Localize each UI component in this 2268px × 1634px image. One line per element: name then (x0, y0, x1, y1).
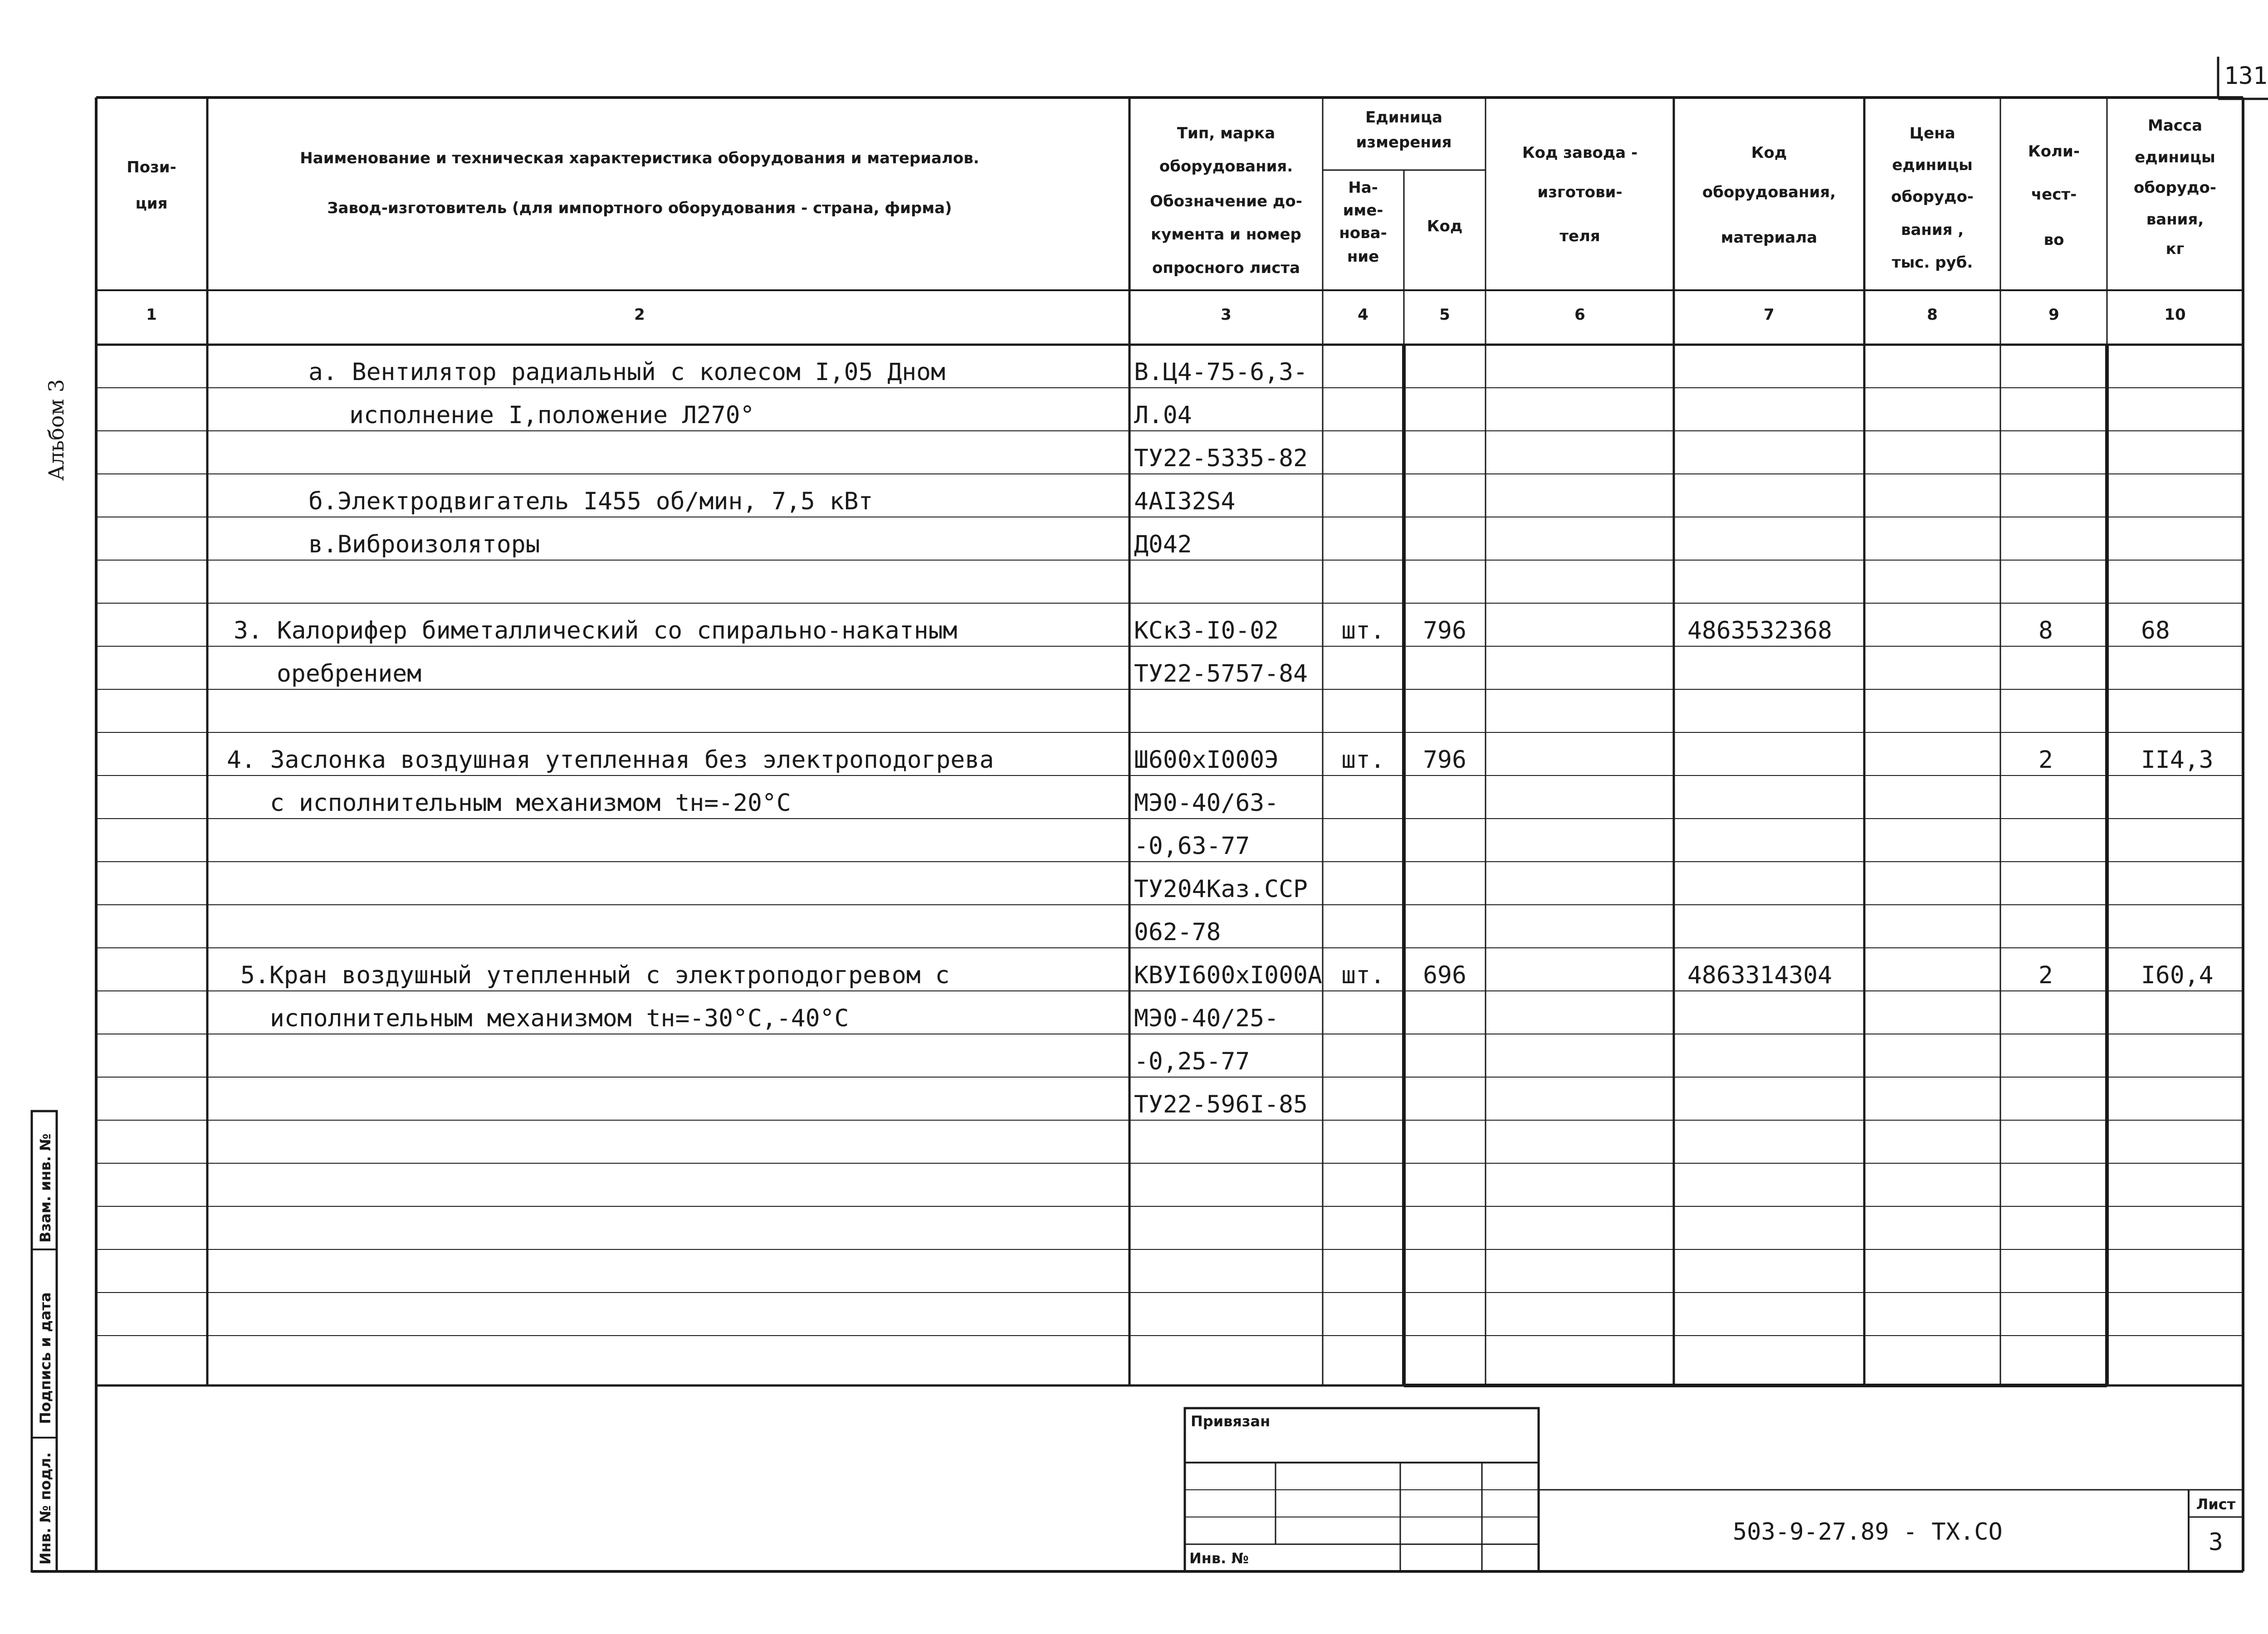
cell-type: МЭ0-40/63- (1134, 789, 1279, 817)
header-mass-3: оборудо- (2134, 179, 2216, 197)
header-price-5: тыс. руб. (1892, 254, 1973, 272)
header-unit-name-4: ние (1347, 248, 1379, 266)
header-type-1: Тип, марка (1177, 124, 1276, 142)
cell-type: Д042 (1134, 531, 1192, 558)
header-unit-group-1: Единица (1365, 108, 1442, 127)
table-row (227, 746, 2214, 774)
cell-name: б.Электродвигатель I455 об/мин, 7,5 кВт (308, 488, 873, 515)
cell-code: 796 (1423, 617, 1466, 644)
header-position-2: ция (135, 195, 168, 213)
header-type-4: кумента и номер (1151, 225, 1301, 244)
table-row (1134, 832, 1250, 860)
cell-qty: 8 (2038, 617, 2053, 644)
table-row (1134, 1048, 1250, 1075)
column-number: 1 (146, 306, 157, 324)
cell-code: 696 (1423, 961, 1466, 989)
cell-type: ТУ204Каз.ССР (1134, 875, 1308, 903)
stamp-inventory-label: Инв. № (1189, 1550, 1249, 1567)
cell-name: исполнение I,положение Л270° (349, 401, 755, 429)
header-factory-code-3: теля (1559, 227, 1600, 245)
column-number: 9 (2048, 306, 2059, 324)
table-row (1134, 875, 1308, 903)
header-equipment-code-1: Код (1751, 144, 1787, 162)
title-block (1185, 1408, 2243, 1571)
side-replaced-inventory: Взам. инв. № (37, 1133, 54, 1243)
cell-type: -0,25-77 (1134, 1048, 1250, 1075)
cell-equip-code: 4863532368 (1687, 617, 1833, 644)
header-price-2: единицы (1892, 156, 1973, 174)
column-numbers (146, 306, 2186, 324)
table-row (1134, 444, 1308, 472)
cell-name: 4. Заслонка воздушная утепленная без электроподогрева (227, 746, 994, 774)
table-row (270, 1005, 1279, 1032)
header-unit-code: Код (1427, 217, 1463, 235)
document-code: 503-9-27.89 - ТХ.СО (1733, 1518, 2003, 1546)
cell-code: 796 (1423, 746, 1466, 774)
cell-name: а. Вентилятор радиальный с колесом I,05 Дном (308, 358, 945, 386)
sheet-value: 3 (2209, 1528, 2223, 1556)
table-row (308, 531, 1192, 558)
header-price-1: Цена (1909, 124, 1955, 142)
header-type-3: Обозначение до- (1150, 192, 1302, 210)
cell-type: ТУ22-5757-84 (1134, 660, 1308, 688)
cell-name: 5.Кран воздушный утепленный с электроподогревом с (240, 961, 950, 989)
header-type-2: оборудования. (1159, 157, 1293, 176)
header-mass-2: единицы (2135, 148, 2215, 166)
header-unit-group-2: измерения (1356, 133, 1452, 151)
header-mass-4: вания, (2146, 210, 2204, 229)
stamp-linked-label: Привязан (1191, 1413, 1271, 1430)
header-name-2: Завод-изготовитель (для импортного оборудования - страна, фирма) (327, 199, 952, 217)
cell-type: КВУI600хI000А (1134, 961, 1322, 989)
header-quantity-3: во (2043, 231, 2064, 249)
table-row (349, 401, 1192, 429)
header-equipment-code-3: материала (1721, 229, 1818, 247)
cell-type: -0,63-77 (1134, 832, 1250, 860)
side-signature-date: Подпись и дата (37, 1292, 54, 1424)
header-price-4: вания , (1901, 221, 1964, 239)
header-factory-code-2: изготови- (1537, 183, 1623, 201)
cell-unit: шт. (1341, 961, 1385, 989)
cell-type: КСк3-I0-02 (1134, 617, 1279, 644)
table-row (240, 961, 2214, 989)
table-row (234, 617, 2170, 644)
cell-type: ТУ22-596I-85 (1134, 1091, 1308, 1118)
column-number: 5 (1439, 306, 1450, 324)
table-row (308, 358, 1308, 386)
table-header (127, 108, 2216, 277)
cell-type: МЭ0-40/25- (1134, 1005, 1279, 1032)
cell-name: оребрением (277, 660, 422, 688)
header-position-1: Пози- (127, 158, 176, 176)
cell-mass: I60,4 (2141, 961, 2214, 989)
table-row (1134, 918, 1221, 946)
header-unit-name-2: име- (1343, 201, 1383, 219)
table-body (227, 358, 2214, 1118)
cell-equip-code: 4863314304 (1687, 961, 1833, 989)
cell-type: Ш600хI000Э (1134, 746, 1279, 774)
cell-name: 3. Калорифер биметаллический со спирально-накатным (234, 617, 958, 644)
column-number: 2 (634, 306, 645, 324)
table-row (277, 660, 1308, 688)
header-quantity-2: чест- (2031, 185, 2077, 204)
cell-type: 4АI32S4 (1134, 488, 1236, 515)
header-factory-code-1: Код завода - (1522, 144, 1638, 162)
header-type-5: опросного листа (1152, 259, 1300, 277)
column-number: 8 (1927, 306, 1938, 324)
table-row (1134, 1091, 1308, 1118)
header-equipment-code-2: оборудования, (1702, 183, 1836, 201)
table-row (270, 789, 1279, 817)
table-row (308, 488, 1235, 515)
cell-qty: 2 (2038, 746, 2053, 774)
header-quantity-1: Коли- (2028, 142, 2080, 161)
cell-name: исполнительным механизмом tн=-30°С,-40°С (270, 1005, 849, 1032)
column-number: 4 (1358, 306, 1369, 324)
album-label: Альбом 3 (44, 379, 68, 481)
column-number: 7 (1764, 306, 1774, 324)
cell-mass: II4,3 (2141, 746, 2214, 774)
header-mass-1: Масса (2147, 117, 2203, 135)
cell-type: ТУ22-5335-82 (1134, 444, 1308, 472)
header-unit-name-3: нова- (1339, 224, 1387, 242)
header-price-3: оборудо- (1891, 188, 1974, 206)
cell-unit: шт. (1341, 617, 1385, 644)
side-inventory-original: Инв. № подл. (37, 1452, 54, 1565)
cell-qty: 2 (2038, 961, 2053, 989)
cell-mass: 68 (2141, 617, 2170, 644)
cell-unit: шт. (1341, 746, 1385, 774)
sheet-label: Лист (2196, 1496, 2236, 1513)
header-unit-name-1: На- (1348, 179, 1378, 197)
column-number: 6 (1574, 306, 1585, 324)
column-number: 10 (2164, 306, 2186, 324)
header-name-1: Наименование и техническая характеристика оборудования и материалов. (300, 149, 979, 167)
column-number: 3 (1221, 306, 1232, 324)
header-mass-5: кг (2165, 240, 2185, 258)
cell-name: с исполнительным механизмом tн=-20°С (270, 789, 791, 817)
cell-type: Л.04 (1134, 401, 1192, 429)
cell-type: 062-78 (1134, 918, 1221, 946)
cell-type: В.Ц4-75-6,3- (1134, 358, 1308, 386)
corner-sheet-number: 131 (2224, 62, 2268, 90)
cell-name: в.Виброизоляторы (308, 531, 540, 558)
